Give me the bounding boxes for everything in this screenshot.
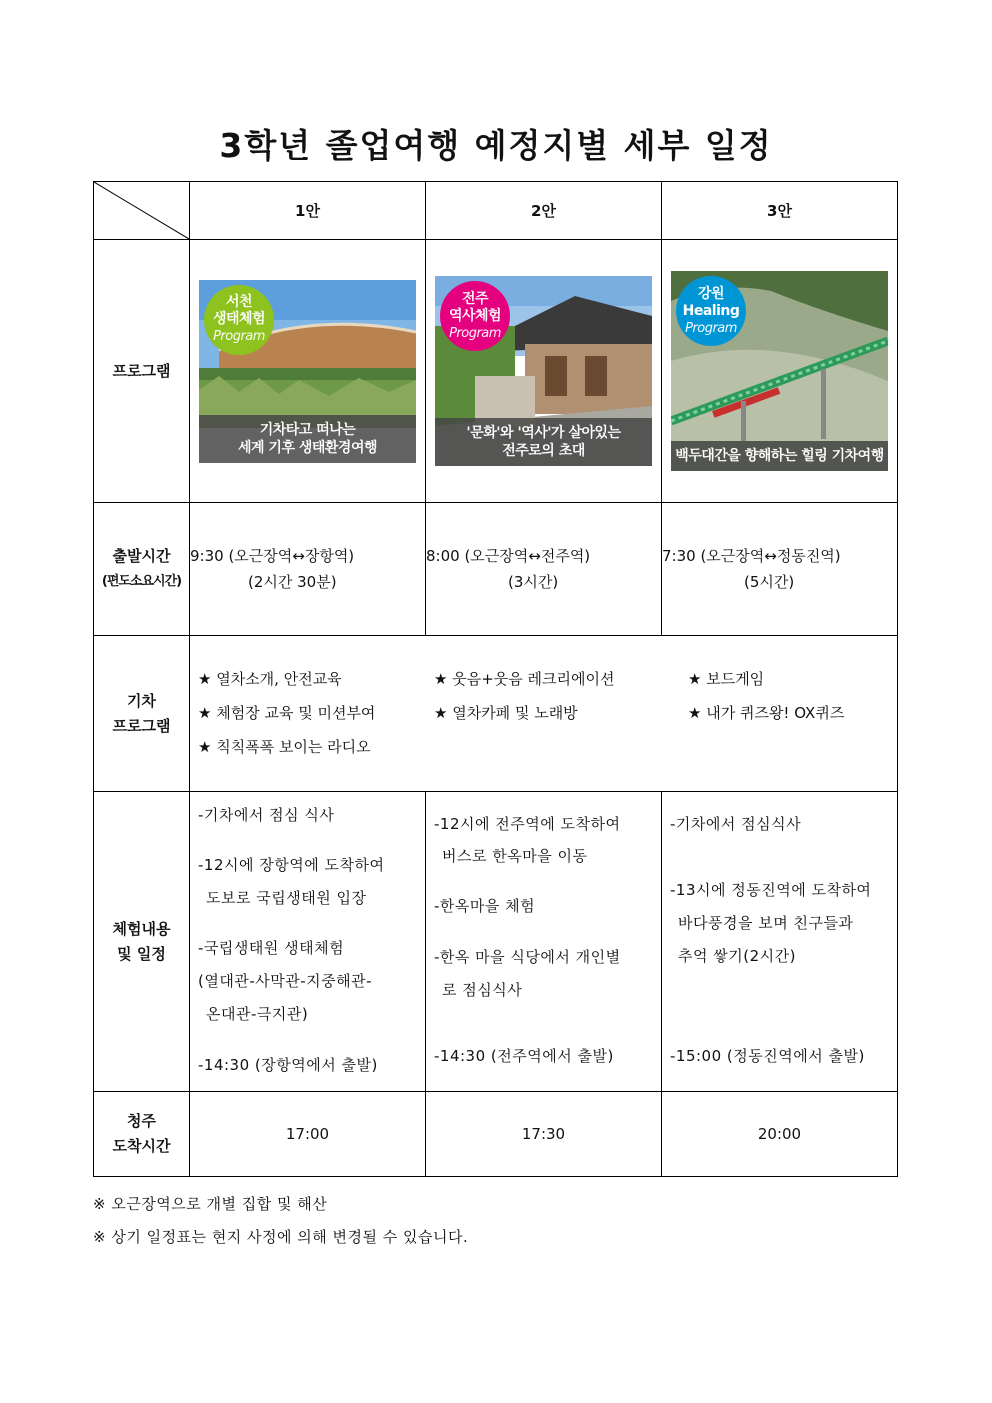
experience-item: -14:30 (장항역에서 출발) xyxy=(198,1056,378,1074)
experience-item: 버스로 한옥마을 이동 xyxy=(442,847,588,865)
experience-item: -12시에 전주역에 도착하여 xyxy=(434,815,621,833)
train-program-item: ★ 칙칙폭폭 보이는 라디오 xyxy=(198,738,371,756)
departure-cell-plan3 xyxy=(662,503,898,636)
caption-line2: 세계 기후 생태환경여행 xyxy=(238,439,377,456)
experience-item: (열대관-사막관-지중해관- xyxy=(198,972,372,990)
schedule-table xyxy=(93,181,898,1177)
caption-line1: 백두대간을 향해하는 힐링 기차여행 xyxy=(675,448,884,464)
program-badge xyxy=(440,281,510,351)
badge-en: Program xyxy=(213,329,265,344)
badge-line2: Healing xyxy=(682,302,740,319)
program-image-seocheon xyxy=(199,280,416,463)
experience-item: -기차에서 점심식사 xyxy=(670,815,802,833)
badge-en: Program xyxy=(449,325,501,341)
experience-cell-plan3 xyxy=(662,792,898,1092)
badge-line2: 역사체험 xyxy=(448,307,502,324)
program-badge xyxy=(676,276,746,346)
program-caption xyxy=(671,441,888,471)
arrival-label-line2: 도착시간 xyxy=(112,1137,171,1155)
experience-item: 도보로 국립생태원 입장 xyxy=(206,889,367,907)
note-item: ※ 오근장역으로 개별 집합 및 해산 xyxy=(93,1195,328,1213)
departure-time: 9:30 (오근장역↔장항역) xyxy=(190,547,355,565)
experience-item: 온대관-극지관) xyxy=(206,1005,309,1023)
badge-line1: 전주 xyxy=(461,290,489,307)
row-label-experience xyxy=(94,792,190,1092)
train-program-item: ★ 웃음+웃음 레크리에이션 xyxy=(434,670,615,688)
program-caption xyxy=(199,415,416,463)
train-program-item: ★ 보드게임 xyxy=(688,670,765,688)
experience-cell-plan1 xyxy=(190,792,426,1092)
notes xyxy=(93,1188,468,1254)
experience-item: -15:00 (정동진역에서 출발) xyxy=(670,1047,865,1065)
experience-item: 로 점심식사 xyxy=(442,981,523,999)
experience-item: -14:30 (전주역에서 출발) xyxy=(434,1047,614,1065)
row-label-program: 프로그램 xyxy=(94,240,190,503)
badge-line1: 강원 xyxy=(697,285,725,302)
caption-line2: 전주로의 초대 xyxy=(502,443,585,459)
departure-cell-plan2 xyxy=(426,503,662,636)
program-caption xyxy=(435,418,652,466)
row-label-departure xyxy=(94,503,190,636)
program-cell-plan2 xyxy=(426,240,662,503)
badge-line2: 생태체험 xyxy=(212,311,266,327)
arrival-label-line1: 청주 xyxy=(127,1112,156,1130)
column-header-plan1: 1안 xyxy=(190,182,426,240)
caption-line1: '문화'와 '역사'가 살아있는 xyxy=(466,425,621,441)
experience-cell-plan2 xyxy=(426,792,662,1092)
departure-time: 8:00 (오근장역↔전주역) xyxy=(426,547,591,565)
row-label-arrival xyxy=(94,1092,190,1177)
experience-item: -국립생태원 생태체험 xyxy=(198,939,345,957)
departure-time: 7:30 (오근장역↔정동진역) xyxy=(662,547,841,565)
diagonal-line-icon xyxy=(94,182,189,239)
train-program-item: ★ 내가 퀴즈왕! OX퀴즈 xyxy=(688,704,845,722)
program-cell-plan3 xyxy=(662,240,898,503)
train-label-line2: 프로그램 xyxy=(112,716,171,735)
row-label-train-program xyxy=(94,636,190,792)
page-title: 3학년 졸업여행 예정지별 세부 일정 xyxy=(219,126,773,165)
departure-cell-plan1 xyxy=(190,503,426,636)
experience-item: -13시에 정동진역에 도착하여 xyxy=(670,881,872,899)
program-badge xyxy=(204,285,274,355)
arrival-time-plan3: 20:00 xyxy=(662,1092,898,1177)
train-program-item: ★ 열차소개, 안전교육 xyxy=(198,670,342,688)
arrival-time-plan1: 17:00 xyxy=(190,1092,426,1177)
experience-item: 바다풍경을 보며 친구들과 xyxy=(678,914,854,932)
note-item: ※ 상기 일정표는 현지 사정에 의해 변경될 수 있습니다. xyxy=(93,1228,469,1246)
program-image-gangwon xyxy=(671,271,888,471)
experience-item: -한옥마을 체험 xyxy=(434,897,536,915)
corner-cell xyxy=(94,182,190,240)
train-label-line1: 기차 xyxy=(127,691,156,710)
column-header-plan3: 3안 xyxy=(662,182,898,240)
program-image-jeonju xyxy=(435,276,652,466)
experience-label-line1: 체험내용 xyxy=(112,919,171,938)
experience-label-line2: 및 일정 xyxy=(117,944,166,963)
train-program-item: ★ 열차카페 및 노래방 xyxy=(434,704,578,722)
caption-line1: 기차타고 떠나는 xyxy=(259,421,356,438)
departure-duration: (3시간) xyxy=(508,573,559,591)
column-header-plan2: 2안 xyxy=(426,182,662,240)
experience-item: 추억 쌓기(2시간) xyxy=(678,947,796,965)
train-program-cell xyxy=(190,636,898,792)
departure-label: 출발시간 xyxy=(112,547,171,565)
experience-item: -한옥 마을 식당에서 개인별 xyxy=(434,948,621,966)
departure-duration: (2시간 30분) xyxy=(248,573,337,591)
program-cell-plan1 xyxy=(190,240,426,503)
experience-item: -12시에 장항역에 도착하여 xyxy=(198,856,385,874)
train-program-item: ★ 체험장 교육 및 미션부여 xyxy=(198,704,376,722)
arrival-time-plan2: 17:30 xyxy=(426,1092,662,1177)
departure-sublabel: (편도소요시간) xyxy=(101,574,182,589)
experience-item: -기차에서 점심 식사 xyxy=(198,806,335,824)
departure-duration: (5시간) xyxy=(744,573,795,591)
badge-en: Program xyxy=(685,320,737,336)
badge-line1: 서천 xyxy=(225,294,253,310)
